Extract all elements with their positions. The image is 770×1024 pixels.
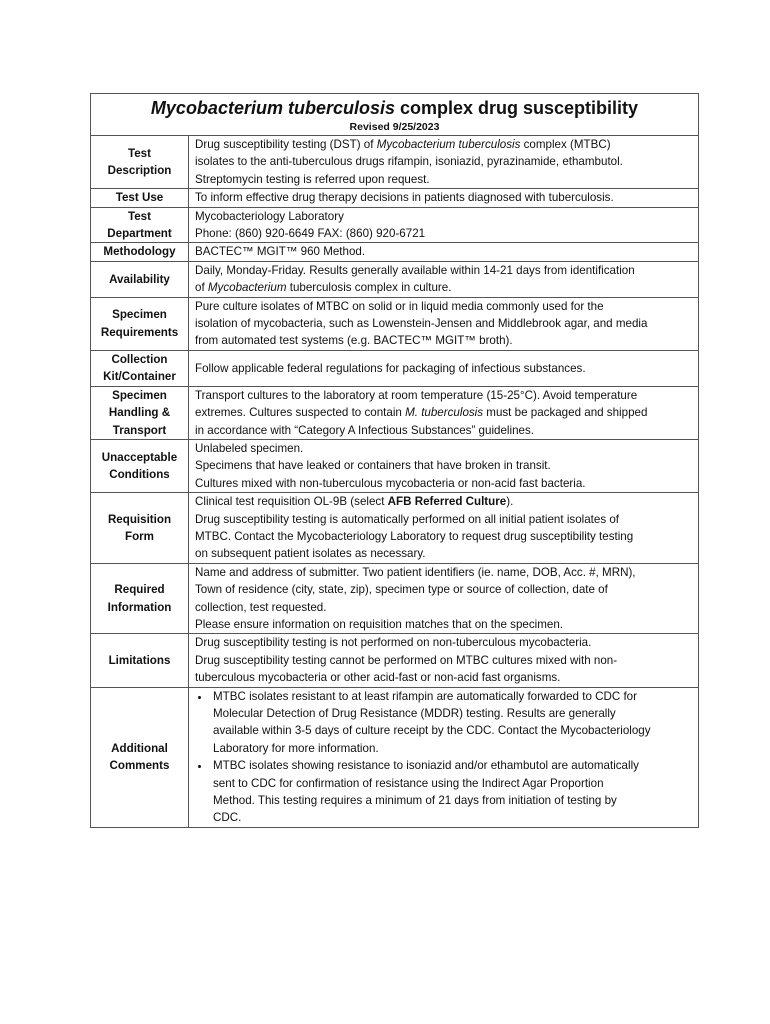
value-line — [195, 279, 692, 296]
label-line: Additional — [111, 741, 168, 755]
text: ). — [506, 495, 514, 509]
label-line: Availability — [109, 272, 170, 286]
italic-text: Mycobacterium tuberculosis — [376, 138, 521, 151]
text: Molecular Detection of Drug Resistance (MDDR) testing. Results are generally — [213, 707, 616, 720]
value-requisition — [189, 493, 699, 564]
label-line: Description — [107, 164, 172, 178]
text: Method. This testing requires a minimum of 21 days from initiation of testing by — [213, 794, 617, 808]
row-test-description — [91, 136, 699, 189]
value-line: tuberculous mycobacteria or other acid-fast or non-acid fast organisms. — [195, 671, 561, 685]
row-collection — [91, 350, 699, 386]
row-specimen-requirements — [91, 297, 699, 350]
value-unacceptable — [189, 439, 699, 492]
italic-text: Mycobacterium — [207, 281, 287, 295]
value-line: Town of residence (city, state, zip), specimen type or source of collection, date of — [195, 583, 608, 597]
label-line: Test — [128, 209, 151, 223]
revised-row — [91, 120, 699, 136]
row-availability — [91, 261, 699, 297]
label-required-info — [91, 563, 189, 634]
row-test-department — [91, 207, 699, 243]
value-additional — [189, 687, 699, 827]
label-line: Test — [128, 146, 151, 160]
row-limitations — [91, 634, 699, 687]
value-handling — [189, 386, 699, 439]
label-line: Specimen — [112, 388, 167, 402]
text: complex (MTBC) — [520, 138, 611, 151]
label-line: Specimen — [112, 308, 167, 322]
comments-list — [195, 688, 692, 827]
label-test-use — [91, 189, 189, 207]
value-line: Cultures mixed with non-tuberculous mycobacteria or non-acid fast bacteria. — [195, 476, 586, 490]
label-line: Unacceptable — [101, 450, 178, 464]
bold-text: AFB Referred Culture — [387, 495, 507, 509]
value-line: Follow applicable federal regulations for packaging of infectious substances. — [195, 361, 586, 375]
text: Drug susceptibility testing (DST) of — [195, 138, 377, 151]
value-line: Phone: (860) 920-6649 FAX: (860) 920-6721 — [195, 227, 426, 241]
value-line: Please ensure information on requisition matches that on the specimen. — [195, 617, 563, 631]
label-line: Kit/Container — [103, 370, 176, 384]
label-unacceptable — [91, 439, 189, 492]
title-row — [91, 94, 699, 121]
value-line: Pure culture isolates of MTBC on solid or in liquid media commonly used for the — [195, 299, 604, 313]
text: Clinical test requisition OL-9B (select — [195, 495, 388, 509]
label-line: Conditions — [109, 468, 170, 482]
value-line: BACTEC™ MGIT™ 960 Method. — [195, 245, 366, 259]
text: CDC. — [213, 811, 242, 825]
row-methodology — [91, 243, 699, 261]
label-test-department — [91, 207, 189, 243]
text: sent to CDC for confirmation of resistance using the Indirect Agar Proportion — [213, 776, 604, 790]
value-line: Unlabeled specimen. — [195, 441, 304, 455]
label-line: Methodology — [103, 245, 176, 259]
value-line: on subsequent patient isolates as necessary. — [195, 547, 426, 561]
value-methodology — [189, 243, 699, 261]
list-item — [211, 688, 692, 758]
value-line: Streptomycin testing is referred upon request. — [195, 172, 430, 186]
text: MTBC isolates showing resistance to isoniazid and/or ethambutol are automatically — [213, 759, 639, 773]
label-line: Limitations — [108, 653, 171, 667]
value-test-description — [189, 136, 699, 189]
value-line: Name and address of submitter. Two patient identifiers (ie. name, DOB, Acc. #, MRN), — [195, 565, 636, 579]
row-requisition — [91, 493, 699, 564]
row-required-info — [91, 563, 699, 634]
text: available within 3-5 days of culture receipt by the CDC. Contact the Mycobacteriology — [213, 724, 651, 738]
label-line: Test Use — [115, 191, 164, 205]
label-line: Handling & — [108, 406, 171, 420]
label-line: Requisition — [107, 512, 172, 526]
row-handling — [91, 386, 699, 439]
text: tuberculosis complex in culture. — [286, 281, 452, 295]
label-line: Transport — [112, 423, 167, 437]
value-collection — [189, 350, 699, 386]
text: must be packaged and shipped — [483, 406, 648, 420]
label-specimen-requirements — [91, 297, 189, 350]
value-line: Drug susceptibility testing is not performed on non-tuberculous mycobacteria. — [195, 636, 592, 650]
label-requisition — [91, 493, 189, 564]
value-line: isolates to the anti-tuberculous drugs rifampin, isoniazid, pyrazinamide, ethambutol. — [195, 155, 623, 169]
row-unacceptable — [91, 439, 699, 492]
value-test-department — [189, 207, 699, 243]
title-cell — [91, 94, 699, 121]
title-italic: Mycobacterium tuberculosis — [150, 98, 395, 118]
label-handling — [91, 386, 189, 439]
value-line: Mycobacteriology Laboratory — [195, 209, 344, 223]
label-availability — [91, 261, 189, 297]
title-rest: complex drug susceptibility — [395, 98, 639, 118]
label-line: Information — [107, 600, 172, 614]
label-methodology — [91, 243, 189, 261]
value-line: Drug susceptibility testing cannot be performed on MTBC cultures mixed with non- — [195, 653, 618, 667]
list-item — [211, 757, 692, 827]
value-line: Daily, Monday-Friday. Results generally available within 14-21 days from identification — [195, 263, 635, 277]
label-limitations — [91, 634, 189, 687]
document-title — [97, 96, 692, 120]
value-line: Specimens that have leaked or containers that have broken in transit. — [195, 459, 551, 473]
label-line: Form — [125, 529, 154, 543]
label-line: Required — [114, 583, 165, 597]
text: Laboratory for more information. — [213, 741, 379, 755]
label-line: Collection — [111, 352, 168, 366]
revised-date: Revised 9/25/2023 — [91, 120, 699, 136]
row-additional — [91, 687, 699, 827]
value-line: Drug susceptibility testing is automatically performed on all initial patient isolates of — [195, 512, 620, 526]
value-line: from automated test systems (e.g. BACTEC™ MGIT™ broth). — [195, 334, 513, 348]
value-line: isolation of mycobacteria, such as Lowenstein-Jensen and Middlebrook agar, and media — [195, 317, 648, 331]
label-collection — [91, 350, 189, 386]
text: extremes. Cultures suspected to contain — [195, 406, 406, 420]
row-test-use — [91, 189, 699, 207]
value-required-info — [189, 563, 699, 634]
value-line: To inform effective drug therapy decisions in patients diagnosed with tuberculosis. — [195, 191, 614, 205]
label-line: Requirements — [100, 325, 179, 339]
label-test-description — [91, 136, 189, 189]
value-availability — [189, 261, 699, 297]
value-specimen-requirements — [189, 297, 699, 350]
value-test-use — [189, 189, 699, 207]
label-additional — [91, 687, 189, 827]
value-line: Transport cultures to the laboratory at room temperature (15-25°C). Avoid temperature — [195, 388, 638, 402]
value-line: MTBC. Contact the Mycobacteriology Laboratory to request drug susceptibility testing — [195, 529, 634, 543]
value-line — [195, 404, 692, 421]
value-limitations — [189, 634, 699, 687]
test-info-table — [90, 93, 699, 828]
italic-text: M. tuberculosis — [405, 406, 484, 420]
label-line: Department — [107, 227, 172, 241]
label-line: Comments — [109, 759, 170, 773]
text: of — [195, 281, 208, 295]
text: MTBC isolates resistant to at least rifampin are automatically forwarded to CDC for — [213, 689, 637, 703]
value-line — [195, 136, 692, 153]
value-line: in accordance with “Category A Infectious Substances” guidelines. — [195, 423, 534, 437]
value-line — [195, 493, 692, 510]
value-line: collection, test requested. — [195, 600, 327, 614]
